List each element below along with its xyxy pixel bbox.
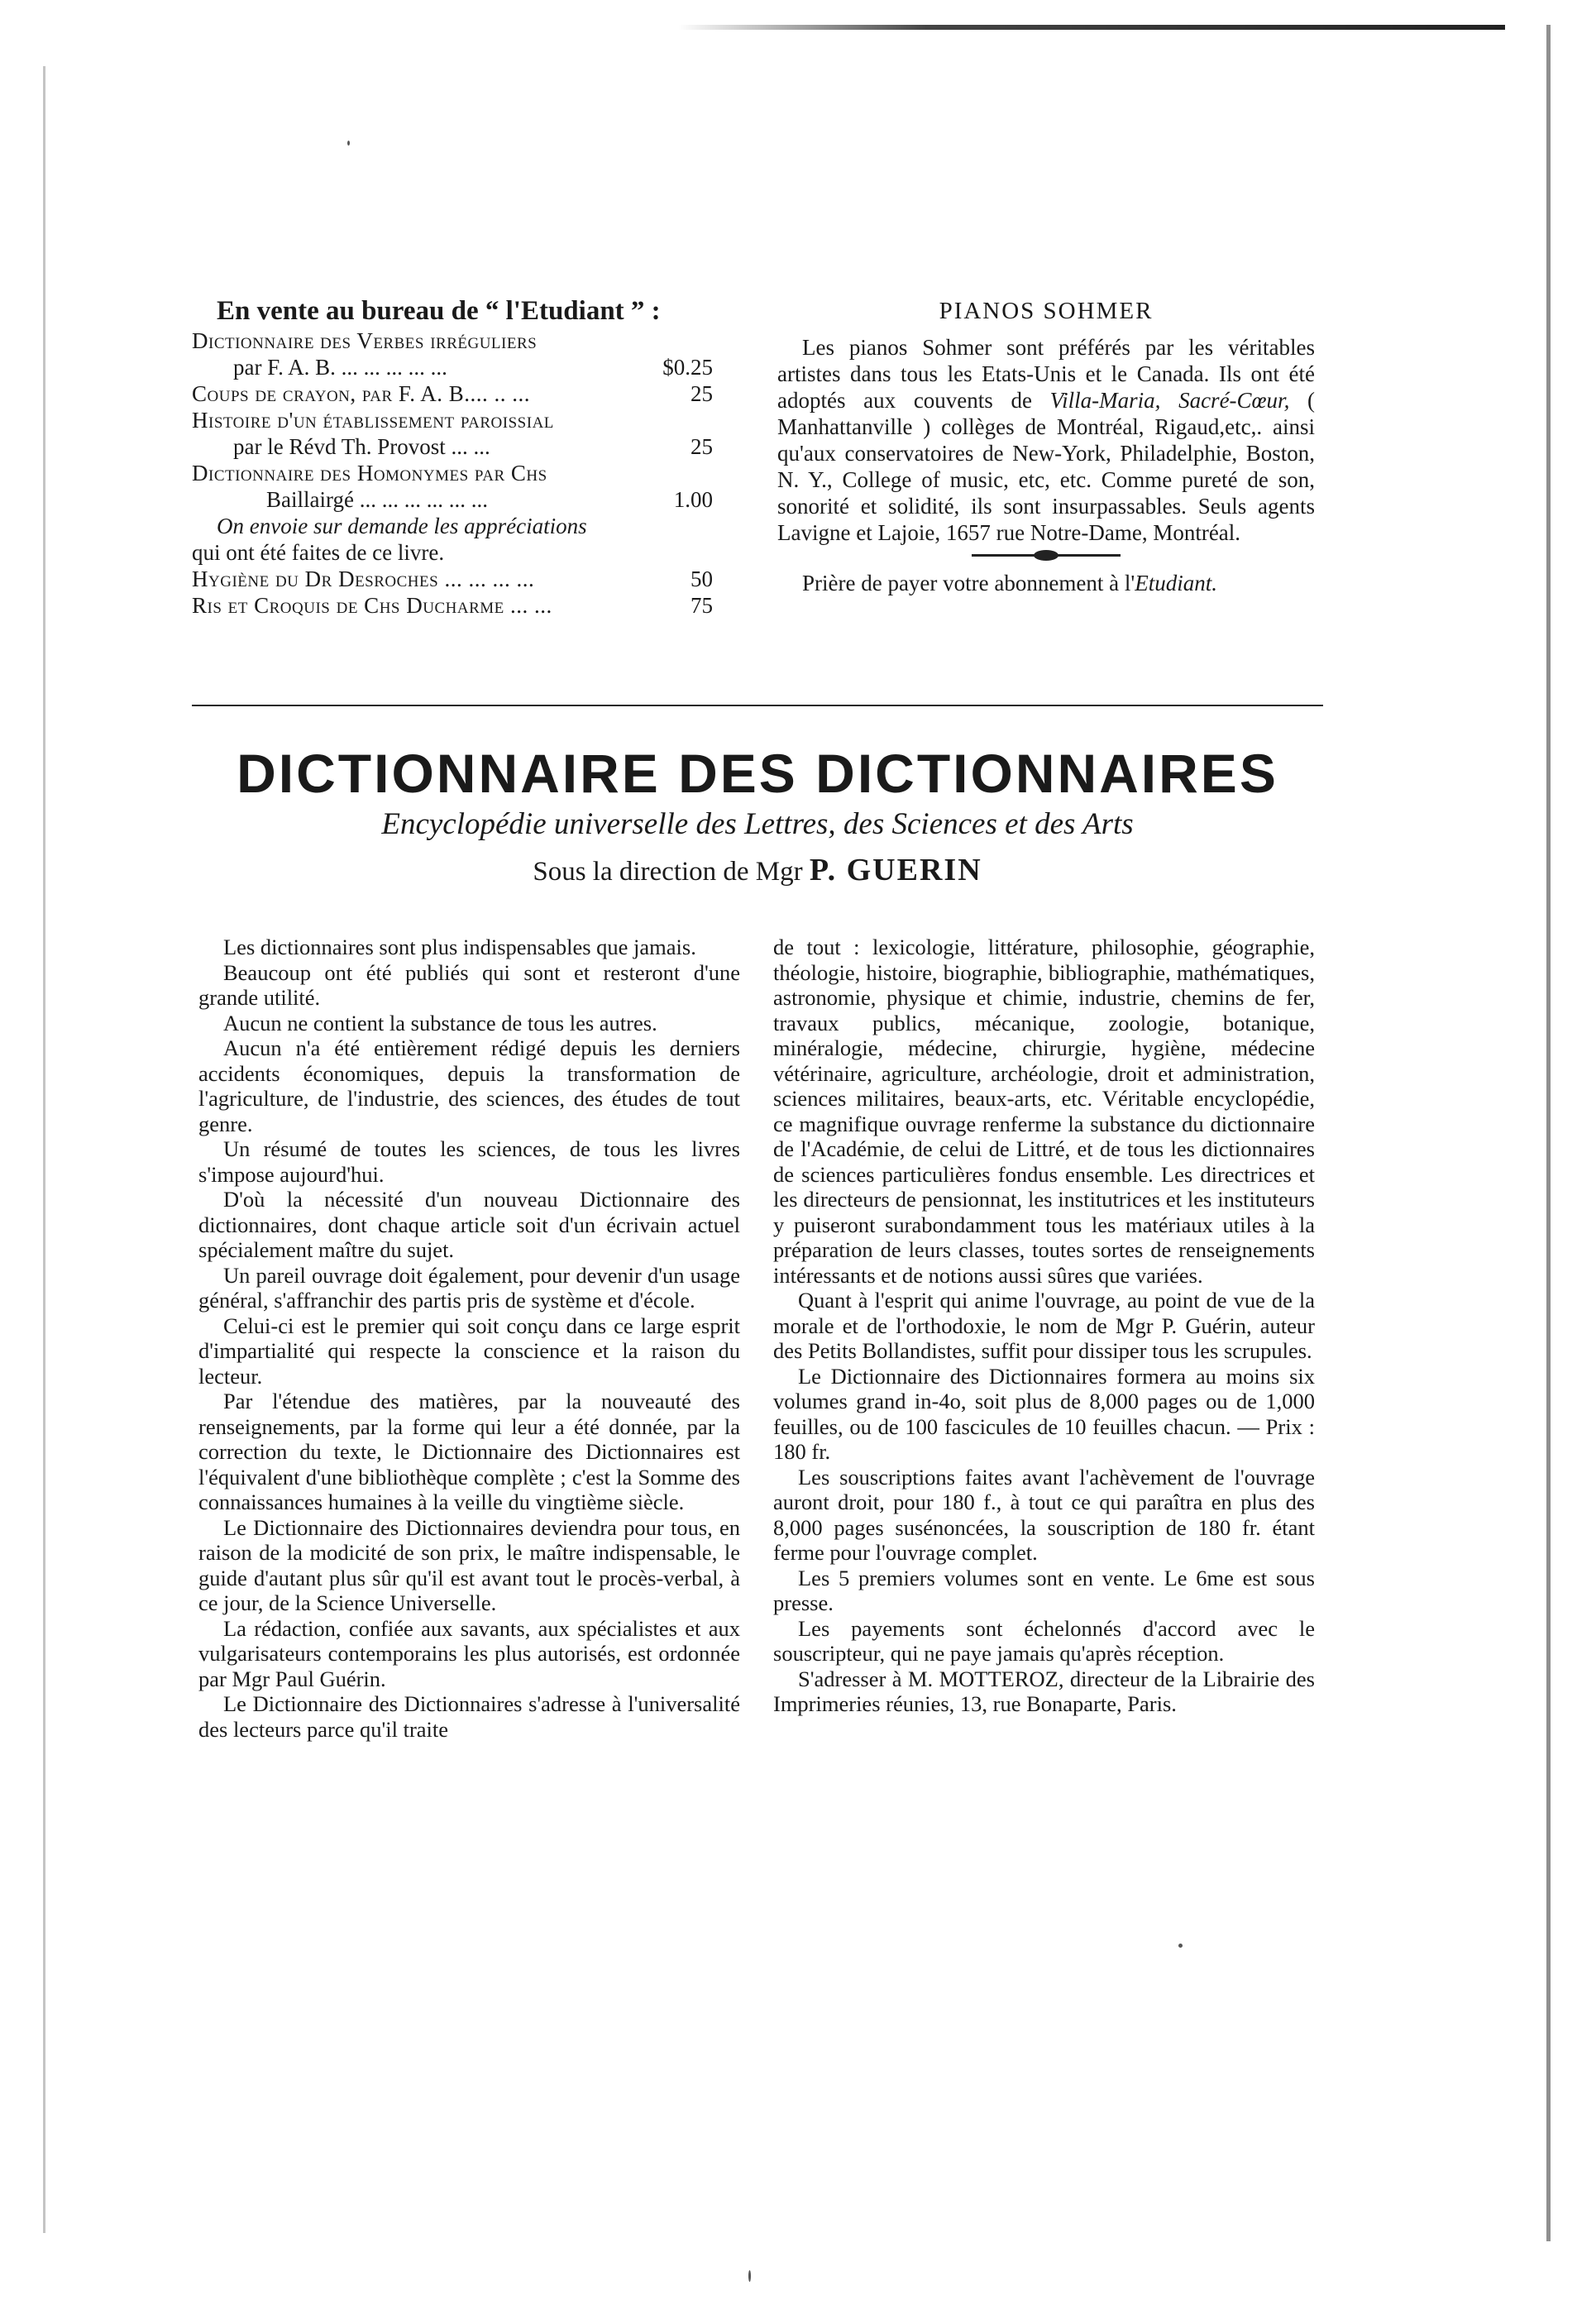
paragraph: Le Dictionnaire des Dictionnaires formera au moins six volumes grand in-4o, soit plus de 8,000 pages ou de 1,000 feuilles, ou de 100 fascicules de 10 feuilles chacun. — Prix : 180 fr. — [773, 1363, 1315, 1464]
paragraph: Un résumé de toutes les sciences, de tous les livres s'impose aujourd'hui. — [198, 1136, 740, 1187]
scan-speck — [748, 2270, 751, 2282]
item-author: par le Révd Th. Provost ... ... — [233, 434, 490, 459]
list-item — [192, 592, 713, 619]
list-item — [192, 407, 713, 433]
paragraph: La rédaction, confiée aux savants, aux spécialistes et aux vulgarisateurs contemporains les plus autorisés, est ordonnée par Mgr Paul Guérin. — [198, 1615, 740, 1691]
item-title: Histoire d'un établissement paroissial — [192, 408, 554, 433]
item-price: 50 — [691, 567, 713, 591]
paragraph: Les 5 premiers volumes sont en vente. Le 6me est sous presse. — [773, 1565, 1315, 1615]
editor-prefix: Sous la direction de Mgr — [533, 857, 803, 887]
paragraph: Aucun n'a été entièrement rédigé depuis les derniers accidents économiques, depuis la transformation de l'agriculture, de l'industrie, des sciences, des études de tout genre. — [198, 1035, 740, 1136]
list-item — [192, 486, 713, 513]
editor-line — [192, 852, 1323, 890]
paragraph: Celui-ci est le premier qui soit conçu dans ce large esprit d'impartialité qui respecte la conscience et la raison du lecteur. — [198, 1313, 740, 1389]
piano-advert — [777, 298, 1315, 596]
subscription-reminder: Prière de payer votre abonnement à l'Etudiant. — [802, 571, 1217, 595]
list-item — [192, 433, 713, 460]
scan-speck — [347, 141, 350, 146]
advert-heading: En vente au bureau de “ l'Etudiant ” : — [217, 296, 661, 326]
paragraph: D'où la nécessité d'un nouveau Dictionnaire des dictionnaires, dont chaque article soit d'un écrivain actuel spécialement maître du sujet. — [198, 1187, 740, 1262]
scan-speck — [1178, 1944, 1183, 1948]
paragraph: de tout : lexicologie, littérature, philosophie, géographie, théologie, histoire, biographie, bibliographie, mathématiques, astronomie, physique et chimie, industrie, chemins de fer, travaux publics, mécanique, zoologie, botanique, minéralogie, médecine, chirurgie, hygiène, médecine vétérinaire, agriculture, archéologie, droit et administration, sciences militaires, beaux-arts, etc. Véritable encyclopédie, ce magnifique ouvrage renferme la substance du dictionnaire de l'Académie, de celui de Littré, et de tous les dictionnaires de sciences particulières fondus ensemble. Les directrices et les directeurs de pensionnat, les institutrices et les instituteurs y puiseront surabondamment tous les matériaux utiles à la préparation de leurs classes, toutes sortes de renseignements intéressants et de notions aussi sûres que variées. — [773, 935, 1315, 1288]
item-price: 1.00 — [673, 487, 713, 512]
item-title: Dictionnaire des Homonymes par Chs — [192, 461, 547, 485]
editor-name: P. GUERIN — [809, 853, 982, 887]
list-item — [192, 380, 713, 407]
item-price: 25 — [691, 381, 713, 406]
page-subtitle: Encyclopédie universelle des Lettres, des Sciences et des Arts — [381, 807, 1134, 841]
item-price: 75 — [691, 593, 713, 618]
advert-note: On envoie sur demande les appréciations — [217, 514, 587, 538]
item-title: Coups de crayon, par F. A. B.... .. ... — [192, 381, 530, 406]
paragraph: Les dictionnaires sont plus indispensables que jamais. — [223, 935, 696, 959]
paragraph: Aucun ne contient la substance de tous les autres. — [223, 1010, 657, 1035]
page-edge-right — [1546, 25, 1551, 2241]
list-item — [192, 566, 713, 592]
paragraph: Quant à l'esprit qui anime l'ouvrage, au point de vue de la morale et de l'orthodoxie, le nom de Mgr P. Guérin, auteur des Petits Bollandistes, suffit pour dissiper tous les scrupules. — [773, 1288, 1315, 1363]
advert-body: Les pianos Sohmer sont préférés par les véritables artistes dans tous les Etats-Unis et le Canada. Ils ont été adoptés aux couvents de Villa-Maria, Sacré-Cœur, ( Manhattanville ) collèges de Montréal, Rigaud,etc,. ainsi qu'aux conservatoires de New-York, Philadelphie, Boston, N. Y., College of music, etc, etc. Comme pureté de son, sonorité et solidité, ils sont insurpassables. Seuls agents Lavigne et Lajoie, 1657 rue Notre-Dame, Montréal. — [777, 335, 1316, 545]
article-column-left — [198, 935, 740, 1742]
advert-heading: PIANOS SOHMER — [939, 298, 1154, 324]
paragraph: Le Dictionnaire des Dictionnaires s'adresse à l'universalité des lecteurs parce qu'il traite — [198, 1691, 740, 1742]
paragraph: Un pareil ouvrage doit également, pour devenir d'un usage général, s'affranchir des partis pris de système et d'école. — [198, 1262, 740, 1313]
article-column-right — [773, 935, 1315, 1717]
book-sale-advert — [192, 298, 713, 619]
item-title: Ris et Croquis de Chs Ducharme ... ... — [192, 593, 552, 618]
paragraph: Le Dictionnaire des Dictionnaires deviendra pour tous, en raison de la modicité de son prix, le maître indispensable, le guide d'autant plus sûr qu'il est avant tout le procès-verbal, à ce jour, de la Science Universelle. — [198, 1514, 740, 1615]
page-title: DICTIONNAIRE DES DICTIONNAIRES — [237, 743, 1278, 804]
paragraph: Par l'étendue des matières, par la nouveauté des renseignements, par la forme qui leur a été donnée, par la correction du texte, le Dictionnaire des Dictionnaires est l'équivalent d'une bibliothèque complète ; c'est la Somme des connaissances humaines à la veille du vingtième siècle. — [198, 1389, 740, 1514]
paragraph: Les souscriptions faites avant l'achèvement de l'ouvrage auront droit, pour 180 f., à tout ce qui paraîtra en plus des 8,000 pages susénoncées, la souscription de 180 fr. étant ferme pour l'ouvrage complet. — [773, 1464, 1315, 1565]
section-divider — [192, 705, 1323, 706]
paragraph: S'adresser à M. MOTTEROZ, directeur de la Librairie des Imprimeries réunies, 13, rue Bonaparte, Paris. — [773, 1666, 1315, 1716]
item-title: Dictionnaire des Verbes irréguliers — [192, 328, 538, 353]
ornament-divider — [972, 554, 1121, 557]
list-item — [192, 354, 713, 380]
list-item — [192, 328, 713, 354]
page-edge-left — [43, 66, 45, 2233]
item-title: Hygiène du Dr Desroches ... ... ... ... — [192, 567, 535, 591]
item-price: 25 — [691, 434, 713, 459]
item-author: par F. A. B. ... ... ... ... ... — [233, 355, 447, 380]
item-price: $0.25 — [662, 355, 713, 380]
advert-note: qui ont été faites de ce livre. — [192, 540, 445, 565]
paragraph: Beaucoup ont été publiés qui sont et resteront d'une grande utilité. — [198, 959, 740, 1010]
page-edge-top — [678, 25, 1505, 30]
paragraph: Les payements sont échelonnés d'accord avec le souscripteur, qui ne paye jamais qu'après réception. — [773, 1615, 1315, 1666]
list-item — [192, 460, 713, 486]
item-author: Baillairgé ... ... ... ... ... ... — [266, 487, 488, 512]
